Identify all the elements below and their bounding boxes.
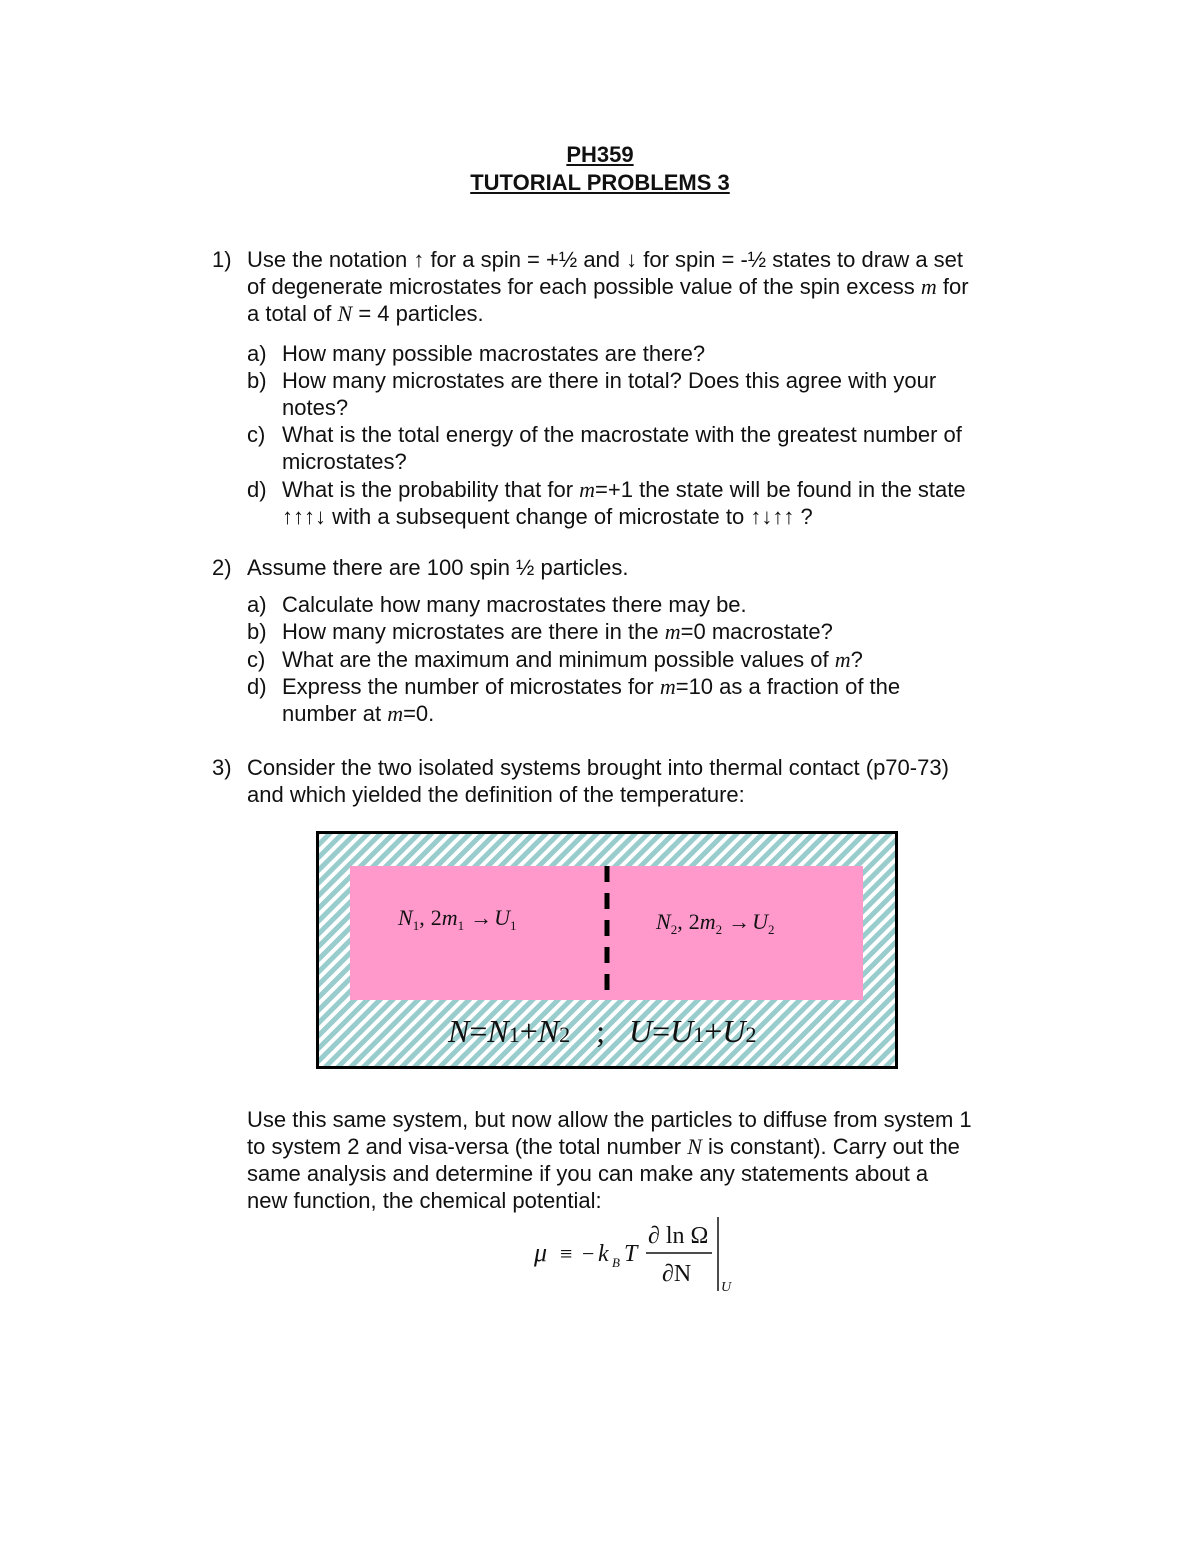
var-m: m	[920, 274, 937, 299]
sub-label: d)	[247, 674, 267, 699]
var-m: m	[387, 701, 404, 726]
q3-line-2: and which yielded the definition of the temperature:	[247, 782, 745, 807]
q1-sub-b	[247, 367, 1027, 421]
sub-text: microstates?	[282, 449, 407, 474]
q2-sub-d	[247, 673, 1027, 727]
var-m: m	[579, 477, 596, 502]
sub-text: What are the maximum and minimum possible values of	[282, 647, 829, 672]
var-m: m	[664, 619, 681, 644]
sub-text: number at	[282, 701, 382, 726]
var-m: m	[834, 647, 851, 672]
sub-label: a)	[247, 592, 267, 617]
sub-text: =0.	[403, 701, 435, 726]
sub-text: ↑↑↑↓ with a subsequent change of microstate to ↑↓↑↑ ?	[282, 504, 813, 529]
sub-label: d)	[247, 477, 267, 502]
sub-text: Calculate how many macrostates there may be.	[282, 592, 747, 617]
question-1-text	[247, 246, 1032, 327]
conservation-equations: N=N1+N2 ; U=U1+U2	[448, 1013, 757, 1049]
question-3	[212, 754, 1032, 808]
boltzmann-k: k	[598, 1241, 609, 1267]
boltzmann-subscript: B	[612, 1255, 620, 1270]
thermal-contact-diagram	[316, 831, 898, 1069]
q1-line-2-tail: for	[942, 274, 969, 299]
sub-text: How many microstates are there in the	[282, 619, 659, 644]
fraction-numerator: ∂ ln Ω	[648, 1223, 709, 1249]
followup-line: is constant). Carry out the	[708, 1134, 960, 1159]
system-2-label: $N_2$, $2m_2 \to U_2$	[656, 909, 775, 937]
sub-label: b)	[247, 619, 267, 644]
sub-text: Express the number of microstates for	[282, 674, 654, 699]
followup-line: same analysis and determine if you can make any statements about a	[247, 1161, 929, 1186]
question-number: 1)	[212, 247, 232, 272]
chemical-potential-formula	[532, 1215, 752, 1295]
sub-text: What is the probability that for	[282, 477, 574, 502]
question-number: 2)	[212, 555, 232, 580]
q1-sub-d	[247, 476, 1027, 530]
sub-text: What is the total energy of the macrostate with the greatest number of	[282, 422, 962, 447]
q1-line-2: of degenerate microstates for each possible value of the spin excess	[247, 274, 915, 299]
question-2-text: Assume there are 100 spin ½ particles.	[247, 555, 629, 580]
system-1-label: $N_1$, $2m_1 \to U_1$	[398, 905, 517, 933]
sub-label: c)	[247, 422, 266, 447]
question-1	[212, 246, 1032, 327]
var-N: N	[687, 1134, 702, 1159]
equiv-symbol: ≡	[560, 1241, 573, 1266]
sub-text: How many possible macrostates are there?	[282, 341, 706, 366]
q2-sub-b	[247, 618, 1027, 645]
page-title: TUTORIAL PROBLEMS 3	[470, 170, 730, 195]
q2-sub-a	[247, 591, 1027, 618]
sub-text: ?	[850, 647, 863, 672]
followup-line: new function, the chemical potential:	[247, 1188, 602, 1213]
sub-text: =0 macrostate?	[680, 619, 833, 644]
var-m: m	[659, 674, 676, 699]
minus-symbol: −	[582, 1241, 595, 1266]
question-2	[212, 554, 1032, 581]
sub-label: c)	[247, 647, 266, 672]
q1-line-1: Use the notation ↑ for a spin = +½ and ↓ for spin = -½ states to draw a set	[247, 247, 964, 272]
followup-line: to system 2 and visa-versa (the total number	[247, 1134, 682, 1159]
followup-line: Use this same system, but now allow the particles to diffuse from system 1	[247, 1107, 972, 1132]
sub-text: notes?	[282, 395, 349, 420]
q1-line-3: a total of	[247, 301, 332, 326]
q1-sub-c	[247, 421, 1027, 475]
question-number: 3)	[212, 755, 232, 780]
q1-sub-a	[247, 340, 1027, 367]
temperature-T: T	[624, 1241, 638, 1267]
q1-line-3-tail: = 4 particles.	[358, 301, 484, 326]
sub-text: =+1 the state will be found in the state	[595, 477, 966, 502]
var-N: N	[337, 301, 353, 326]
evaluation-subscript: U	[721, 1280, 732, 1295]
sub-label: b)	[247, 368, 267, 393]
q3-followup	[247, 1106, 1047, 1214]
course-code: PH359	[566, 142, 634, 167]
sub-text: =10 as a fraction of the	[675, 674, 901, 699]
sub-text: How many microstates are there in total? Does this agree with your	[282, 368, 937, 393]
mu-symbol: μ	[534, 1238, 548, 1267]
sub-label: a)	[247, 341, 267, 366]
q3-line-1: Consider the two isolated systems brought into thermal contact (p70-73)	[247, 755, 949, 780]
fraction-denominator: ∂N	[662, 1261, 692, 1287]
q2-sub-c	[247, 646, 1027, 673]
